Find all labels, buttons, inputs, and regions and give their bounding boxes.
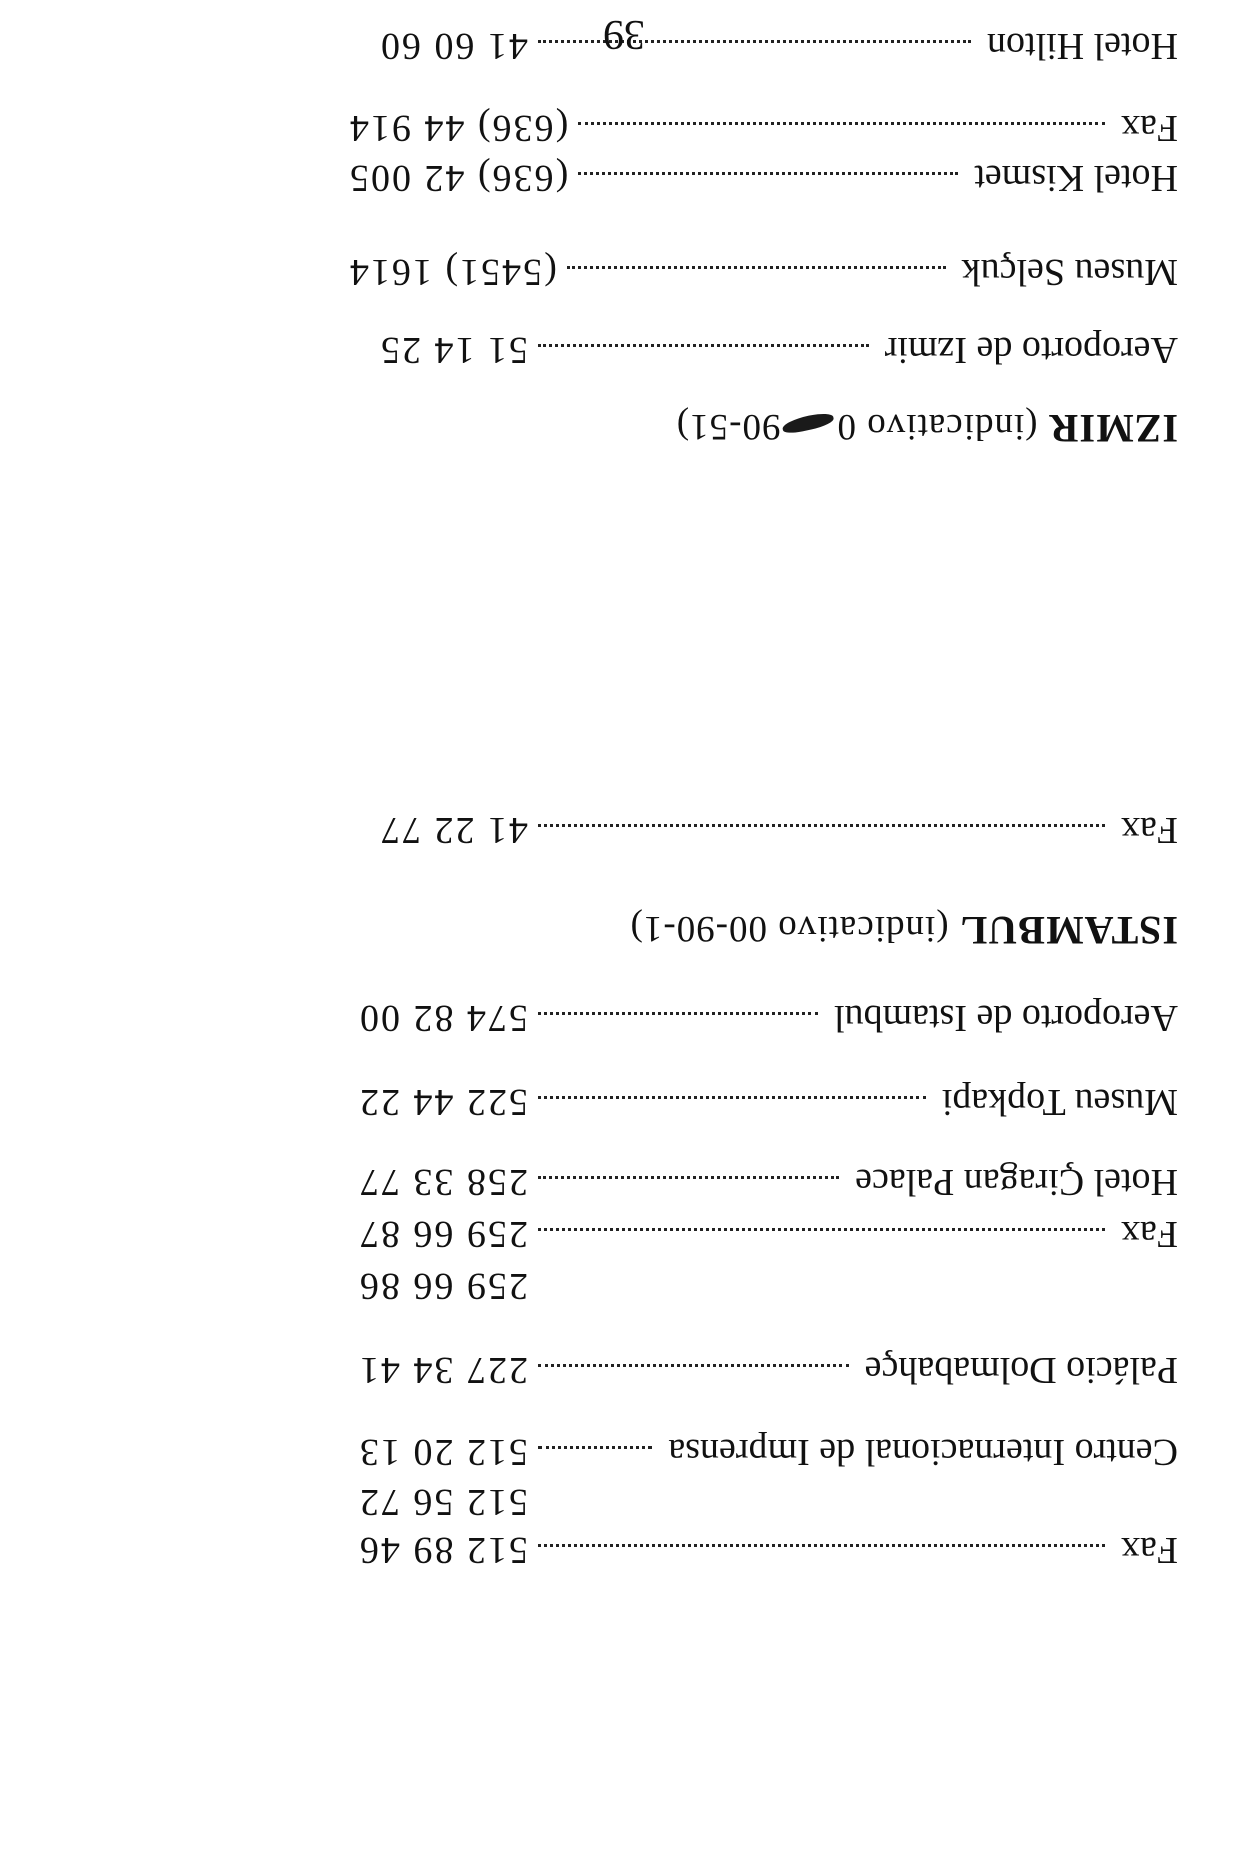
dialing-code-prefix: (indicativo 0 [836, 406, 1038, 447]
entry-label: Museu Selçuk [961, 251, 1178, 293]
directory-entry [348, 1474, 1178, 1524]
page-number: 39 [603, 11, 645, 57]
entry-label: Aeroporto de Izmir [884, 329, 1178, 371]
entry-label: Centro Internacional de Imprensa [668, 1431, 1178, 1473]
entry-phone: 227 34 41 [358, 1349, 528, 1391]
entry-label: Hotel Hilton [986, 25, 1178, 67]
entry-phone: 41 22 77 [379, 809, 528, 851]
entry-phone: 512 89 46 [358, 1529, 528, 1571]
dot-leader [538, 1364, 849, 1367]
entry-phone: 259 66 86 [358, 1265, 528, 1307]
directory-entry [348, 1342, 1178, 1392]
directory-entry [348, 802, 1178, 852]
city-name: ISTAMBUL [959, 908, 1178, 953]
directory-entry [348, 322, 1178, 372]
directory-entry [348, 1258, 1178, 1308]
directory-entry [348, 1522, 1178, 1572]
entry-label: Fax [1121, 1529, 1178, 1571]
directory-entry [348, 1206, 1178, 1256]
dialing-code-suffix: 90-51) [675, 406, 781, 447]
dot-leader [538, 1012, 818, 1015]
dot-leader [538, 1228, 1105, 1231]
dot-leader [538, 1096, 926, 1099]
ink-smudge [782, 411, 836, 436]
entry-label: Museu Topkapi [941, 1081, 1178, 1123]
entry-label: Hotel Kismet [974, 157, 1178, 199]
dot-leader [578, 172, 958, 175]
entry-label: Palácio Dolmabahçe [864, 1349, 1178, 1391]
entry-phone: (636) 42 005 [348, 157, 569, 199]
dot-leader [538, 1544, 1105, 1547]
entry-label: Hotel Çiragan Palace [855, 1161, 1178, 1203]
entry-phone: 41 60 60 [379, 25, 528, 67]
entry-phone: 512 20 13 [358, 1431, 528, 1473]
entry-label: Fax [1121, 809, 1178, 851]
directory-entry [348, 150, 1178, 200]
entry-label: Fax [1121, 1213, 1178, 1255]
entry-label: Fax [1121, 107, 1178, 149]
dot-leader [567, 266, 946, 269]
entry-phone: 574 82 00 [358, 997, 528, 1039]
section-heading-istambul [630, 907, 1178, 954]
directory-entry [348, 1154, 1178, 1204]
section-heading-izmir [676, 405, 1178, 452]
entry-phone: 259 66 87 [358, 1213, 528, 1255]
directory-entry [348, 1074, 1178, 1124]
entry-phone: (636) 44 914 [348, 107, 569, 149]
dot-leader [538, 824, 1105, 827]
entry-phone: (5451) 1614 [348, 251, 557, 293]
dialing-code: (indicativo 00-90-1) [629, 908, 949, 949]
city-name: IZMIR [1048, 406, 1178, 451]
directory-entry [348, 244, 1178, 294]
dot-leader [538, 1176, 839, 1179]
entry-label: Aeroporto de Istambul [833, 997, 1178, 1039]
dialing-code [676, 406, 1038, 447]
entry-phone: 512 56 72 [358, 1481, 528, 1523]
dot-leader [538, 344, 869, 347]
directory-entry [348, 990, 1178, 1040]
directory-entry [348, 1424, 1178, 1474]
directory-entry [348, 100, 1178, 150]
entry-phone: 522 44 22 [358, 1081, 528, 1123]
dot-leader [578, 122, 1105, 125]
entry-phone: 258 33 77 [358, 1161, 528, 1203]
entry-phone: 51 14 25 [379, 329, 528, 371]
dot-leader [538, 1446, 652, 1449]
